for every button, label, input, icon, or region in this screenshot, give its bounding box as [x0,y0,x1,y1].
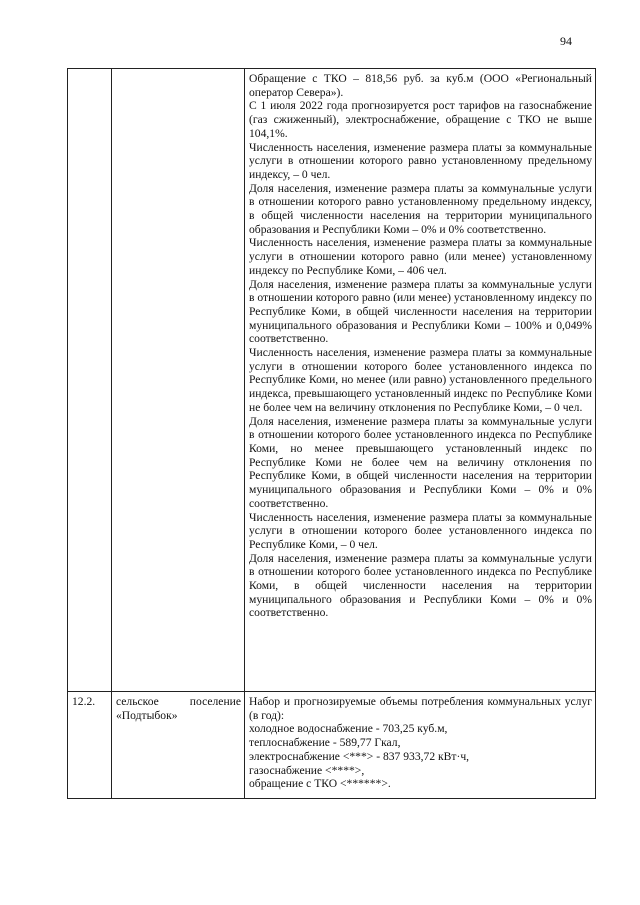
description-cell [245,692,596,799]
page-number: 94 [560,34,572,48]
paragraph: Доля населения, изменение размера платы за коммунальные услуги в отношении которого равно (или менее) установленному индексу по Республике Коми, в общей численности населения на территории муниципального образования и Республики Коми – 100% и 0,049% соответственно. [249,277,592,346]
paragraph: Доля населения, изменение размера платы за коммунальные услуги в отношении которого более установленного индекса по Республике Коми, но менее превышающего установленный индекс по Республике Коми не более чем на величину отклонения по Республике Коми, в общей численности населения на территории муниципального образования и Республики Коми – 0% и 0% соответственно. [249,414,592,510]
number-cell [68,692,112,799]
consumption-line: теплоснабжение - 589,77 Гкал, [249,736,401,750]
paragraph: Численность населения, изменение размера платы за коммунальные услуги в отношении которого равно установленному предельному индексу, – 0 чел. [249,140,592,181]
consumption-line: обращение с ТКО <******>. [249,777,391,791]
consumption-line: холодное водоснабжение - 703,25 куб.м, [249,722,448,736]
paragraph: Численность населения, изменение размера платы за коммунальные услуги в отношении которого равно (или менее) установленному индексу по Республике Коми, – 406 чел. [249,236,592,277]
number-cell [68,69,112,692]
paragraph: Численность населения, изменение размера платы за коммунальные услуги в отношении которого более установленного индекса по Республике Коми, но менее (или равно) установленного предельного индекса, превышающего установленный индекс по Республике Коми не более чем на величину отклонения по Республике Коми, – 0 чел. [249,346,592,414]
consumption-line: электроснабжение <***> - 837 933,72 кВт·ч, [249,749,470,763]
paragraph: С 1 июля 2022 года прогнозируется рост тарифов на газоснабжение (газ сжиженный), электроснабжение, обращение с ТКО не выше 104,1%. [249,99,592,140]
paragraph: Численность населения, изменение размера платы за коммунальные услуги в отношении которого более установленного индекса по Республике Коми, – 0 чел. [249,510,592,551]
settlement-cell [112,69,245,692]
table-row [68,69,596,692]
settlement-name: сельское поселение «Подтыбок» [116,695,241,722]
table-row [68,692,596,799]
paragraph: Обращение с ТКО – 818,56 руб. за куб.м (ООО «Региональный оператор Севера»). [249,72,592,99]
settlement-cell [112,692,245,799]
paragraph: Набор и прогнозируемые объемы потребления коммунальных услуг (в год): [249,695,592,722]
description-cell [245,69,596,692]
paragraph: Доля населения, изменение размера платы за коммунальные услуги в отношении которого более установленного индекса по Республике Коми, в общей численности населения на территории муниципального образования и Республики Коми – 0% и 0% соответственно. [249,551,592,620]
row-number: 12.2. [72,695,96,708]
document-table [67,68,596,799]
consumption-line: газоснабжение <****>, [249,763,365,777]
paragraph: Доля населения, изменение размера платы за коммунальные услуги в отношении которого равно установленному предельному индексу, в общей численности населения на территории муниципального образования и Республики Коми – 0% и 0% соответственно. [249,181,592,236]
